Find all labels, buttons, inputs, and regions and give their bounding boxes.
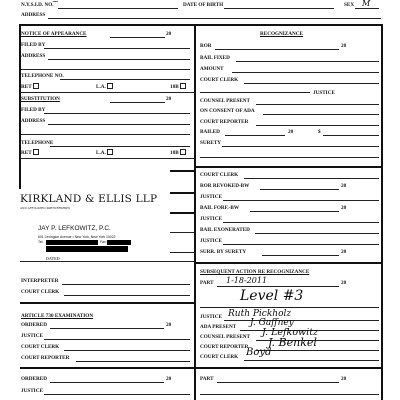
article730-year: 20 <box>166 322 172 328</box>
bottom-part-line <box>217 382 339 383</box>
bail-forf-year: 20 <box>341 205 347 211</box>
substitution-la: L.A. <box>96 149 113 156</box>
article730-reporter-line <box>76 361 190 362</box>
substitution-telephone: TELEPHONE <box>21 140 54 146</box>
bail-ror-revoked-year: 20 <box>341 183 347 189</box>
recognizance-bottom-rule <box>194 166 382 168</box>
bottom-justice: JUSTICE <box>21 388 43 394</box>
bail-justice-1: JUSTICE <box>200 194 222 200</box>
recog-ror-line <box>215 49 339 50</box>
recog-counsel-present: COUNSEL PRESENT <box>200 98 251 104</box>
notice-telephone: TELEPHONE NO. <box>21 73 64 79</box>
stamp-tel: Tel: <box>38 240 44 244</box>
sex-line <box>355 8 379 9</box>
interpreter-clerk-label: COURT CLERK <box>21 289 60 295</box>
recog-justice-line <box>200 92 310 93</box>
subsequent-part-value: 1-18-2011 <box>226 276 268 285</box>
notice-18b: 18B <box>170 83 186 90</box>
recognizance-title: RECOGNIZANCE <box>260 31 303 37</box>
bottom-ordered-line <box>50 382 164 383</box>
bail-exonerated-line <box>255 233 379 234</box>
recog-bail-fixed: BAIL FIXED <box>200 55 230 61</box>
notice-la: L.A. <box>96 83 113 90</box>
nysid-line <box>58 8 178 9</box>
article730-justice-line <box>44 339 190 340</box>
stamp-firm-name: KIRKLAND & ELLIS LLP <box>20 193 158 205</box>
substitution-year: 20 <box>166 96 172 102</box>
subsequent-part-label: PART <box>200 280 214 286</box>
recog-bailed: BAILED <box>200 129 220 135</box>
subsequent-ada-value: J. Gaffney <box>250 318 294 328</box>
stamp-top-rule <box>170 170 194 172</box>
header-rule <box>20 24 382 26</box>
recog-bailed-line <box>225 135 285 136</box>
subsequent-reporter-value: J. Benkel <box>268 336 317 349</box>
stamp-redaction-1 <box>46 240 98 245</box>
notice-18b-checkbox[interactable] <box>180 83 186 89</box>
substitution-address-line2 <box>21 134 190 135</box>
notice-la-checkbox[interactable] <box>107 83 113 89</box>
address-line <box>48 18 381 19</box>
nysid-label: N.Y.S.I.D. NO. <box>21 2 54 8</box>
notice-telephone-line <box>60 79 190 80</box>
stamp-mid-rule <box>170 192 194 194</box>
notice-title: NOTICE OF APPEARANCE <box>21 31 87 37</box>
bail-court-clerk-line <box>244 178 379 179</box>
bottom-right-line <box>200 394 379 395</box>
bail-justice-3-line <box>223 244 379 245</box>
substitution-telephone-line <box>50 146 190 147</box>
recog-consent-ada-line <box>263 114 379 115</box>
stamp-redaction-3 <box>46 246 128 252</box>
recog-surety: SURETY <box>200 140 222 146</box>
substitution-address: ADDRESS <box>21 118 46 124</box>
subsequent-ada-label: ADA PRESENT <box>200 324 237 330</box>
bail-forf-line <box>250 211 339 212</box>
subsequent-counsel-label: COUNSEL PRESENT <box>200 334 251 340</box>
substitution-title: SUBSTITUTION <box>21 96 60 102</box>
notice-year: 20 <box>166 31 172 37</box>
stamp-mid-rule4 <box>170 252 194 253</box>
recog-bailed-year: 20 <box>288 129 294 135</box>
recog-surety-line2 <box>200 157 379 158</box>
stamp-address: 601 Lexington Avenue • New York, New York 10022 <box>38 235 116 239</box>
article730-bottom-rule <box>20 367 194 369</box>
bail-surr-line <box>262 255 339 256</box>
bail-ror-revoked-line <box>260 189 339 190</box>
recog-counsel-line <box>256 104 379 105</box>
top-handwriting-scrawl: ~ <box>52 0 59 6</box>
dob-line <box>224 8 334 9</box>
subsequent-justice-line <box>224 320 379 321</box>
bail-justice-1-line <box>223 200 379 201</box>
subsequent-justice-label: JUSTICE <box>200 314 222 320</box>
bail-bottom-rule <box>194 262 382 264</box>
bail-ror-revoked: ROR REVOKED-BW <box>200 183 250 189</box>
article730-justice: JUSTICE <box>21 333 43 339</box>
subsequent-reporter-label: COURT REPORTER <box>200 344 249 350</box>
bottom-ordered: ORDERED <box>21 376 47 382</box>
stamp-person-name: JAY P. LEFKOWITZ, P.C. <box>38 225 111 232</box>
stamp-redaction-2 <box>107 240 131 245</box>
recog-court-reporter: COURT REPORTER <box>200 119 249 125</box>
notice-ret-checkbox[interactable] <box>33 83 39 89</box>
bail-justice-2: JUSTICE <box>200 216 222 222</box>
subsequent-clerk-value: Boyd <box>246 347 272 358</box>
recog-bail-fixed-line <box>236 61 379 62</box>
bail-justice-2-line <box>223 222 379 223</box>
article730-clerk-line <box>64 350 190 351</box>
substitution-filed-line <box>44 113 190 114</box>
bail-forf: BAIL FORF.-BW <box>200 205 240 211</box>
interpreter-label: INTERPRETER <box>21 278 59 284</box>
recog-court-clerk: COURT CLERK <box>200 77 239 83</box>
dob-label: DATE OF BIRTH <box>183 2 224 8</box>
recog-amount-line <box>232 72 379 73</box>
recog-consent-ada: ON CONSENT OF ADA <box>200 108 255 114</box>
bottom-ordered-year: 20 <box>166 376 172 382</box>
stamp-mid-rule2 <box>170 212 194 214</box>
article730-reporter: COURT REPORTER <box>21 355 70 361</box>
notice-address: ADDRESS <box>21 53 46 59</box>
bottom-part-year: 20 <box>341 376 347 382</box>
substitution-18b: 18B <box>170 149 186 156</box>
notice-bottom-rule <box>20 92 194 93</box>
recog-ror-year: 20 <box>341 43 347 49</box>
subsequent-clerk-label: COURT CLERK <box>200 354 239 360</box>
subsequent-clerk-line <box>244 360 379 361</box>
recog-court-reporter-line <box>256 125 379 126</box>
substitution-la-checkbox[interactable] <box>107 149 113 155</box>
interpreter-line <box>62 284 190 285</box>
article730-title: ARTICLE 730 EXAMINATION <box>21 313 94 319</box>
center-divider <box>194 24 196 400</box>
interpreter-partial-label: DATED <box>46 256 60 261</box>
subsequent-counsel-value: J. Lefkowitz <box>262 327 319 338</box>
notice-ret: RET <box>21 83 39 90</box>
substitution-ret: RET <box>21 149 39 156</box>
recog-dollar: $ <box>318 129 321 135</box>
subsequent-title: SUBSEQUENT ACTION RE RECOGNIZANCE <box>200 269 310 275</box>
bail-justice-3: JUSTICE <box>200 238 222 244</box>
bottom-justice-line <box>44 394 190 395</box>
notice-year-line <box>110 37 165 38</box>
article730-clerk: COURT CLERK <box>21 344 60 350</box>
recog-dollar-line <box>323 135 379 136</box>
bail-surr-year: 20 <box>341 249 347 255</box>
recog-amount: AMOUNT <box>200 66 224 72</box>
article730-ordered: ORDERED <box>21 322 47 328</box>
substitution-address-line <box>48 124 190 125</box>
sex-label: SEX <box>344 2 355 8</box>
sex-mark: M <box>362 0 371 8</box>
recog-court-clerk-line <box>244 83 379 84</box>
stamp-mid-rule3 <box>170 232 194 233</box>
interpreter-bottom-rule <box>20 302 194 304</box>
article730-ordered-line <box>50 328 164 329</box>
notice-address-line <box>48 59 190 60</box>
subsequent-level-line <box>200 307 379 308</box>
right-edge <box>381 24 383 400</box>
subsequent-part-year: 20 <box>341 280 347 286</box>
subsequent-part-line <box>217 286 339 287</box>
notice-address-line2 <box>21 69 190 70</box>
subsequent-bottom-rule <box>194 367 382 369</box>
recog-surety-line <box>222 146 379 147</box>
recog-justice: JUSTICE <box>313 90 335 96</box>
subsequent-reporter-line <box>256 350 379 351</box>
substitution-bottom-rule <box>20 158 194 159</box>
interpreter-clerk-line <box>64 295 190 296</box>
substitution-18b-checkbox[interactable] <box>180 149 186 155</box>
recog-ror: ROR <box>200 43 212 49</box>
notice-filed-by: FILED BY <box>21 42 46 48</box>
notice-filed-line <box>44 48 190 49</box>
substitution-year-line <box>110 102 165 103</box>
bail-surr-surety: SURR. BY SURETY <box>200 249 247 255</box>
substitution-filed-by: FILED BY <box>21 107 46 113</box>
address-label: ADDRESS <box>21 12 46 18</box>
substitution-ret-checkbox[interactable] <box>33 149 39 155</box>
stamp-fax: Fax: <box>100 240 107 244</box>
subsequent-level-heading: Level #3 <box>240 288 304 304</box>
bail-exonerated: BAIL EXONERATED <box>200 227 250 233</box>
stamp-firm-sub: AND AFFILIATED PARTNERSHIPS <box>20 206 70 210</box>
bail-court-clerk: COURT CLERK <box>200 172 239 178</box>
subsequent-justice-value: Ruth Pickholz <box>228 309 292 319</box>
bottom-part: PART <box>200 376 214 382</box>
